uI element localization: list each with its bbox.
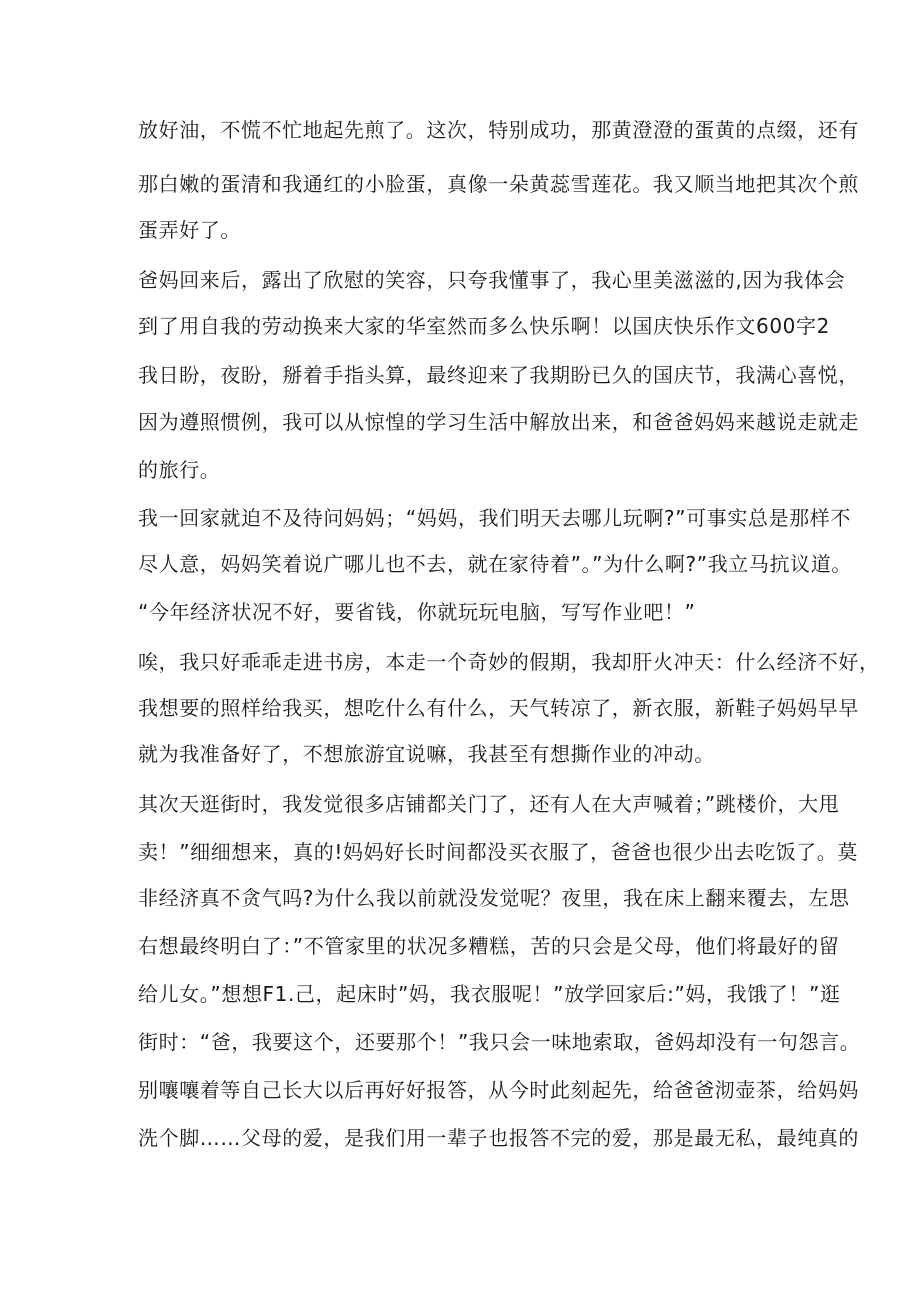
text-line: 放好油，不慌不忙地起先煎了。这次，特别成功，那黄澄澄的蛋黄的点缀，还有: [138, 118, 859, 142]
text-line: 因为遵照惯例，我可以从惊惶的学习生活中解放出来，和爸爸妈妈来越说走就走: [138, 410, 859, 434]
text-line: 街时：“爸，我要这个，还要那个！”我只会一味地索取，爸妈却没有一句怨言。: [138, 1030, 861, 1054]
text-line: 我想要的照样给我买，想吃什么有什么，天气转凉了，新衣服，新鞋子妈妈早早: [138, 696, 859, 720]
text-line: 唉，我只好乖乖走进书房，本走一个奇妙的假期，我却肝火冲天：什么经济不好，: [138, 650, 880, 674]
text-line: 蛋弄好了。: [138, 218, 241, 242]
text-line: “今年经济状况不好，要省钱，你就玩玩电脑，写写作业吧！”: [138, 600, 696, 624]
text-line: 就为我准备好了，不想旅游宜说嘛，我甚至有想撕作业的冲动。: [138, 742, 715, 766]
text-line: 我日盼，夜盼，掰着手指头算，最终迎来了我期盼已久的国庆节，我满心喜悦，: [138, 363, 859, 387]
text-line: 卖！”细细想来，真的!妈妈好长时间都没买衣服了，爸爸也很少出去吃饭了。莫: [138, 840, 858, 864]
text-line: 别嚷嚷着等自己长大以后再好好报答，从今时此刻起先，给爸爸沏壶茶，给妈妈: [138, 1078, 859, 1102]
text-line: 爸妈回来后，露出了欣慰的笑容，只夸我懂事了，我心里美滋滋的,因为我体会: [138, 268, 846, 292]
text-line: 到了用自我的劳动换来大家的华室然而多么快乐啊！以国庆快乐作文600字2: [138, 314, 830, 338]
text-line: 给儿女。”想想F1.己，起床时”妈，我衣服呢！”放学回家后:”妈，我饿了！”逛: [138, 982, 841, 1006]
text-line: 非经济真不贪气吗?为什么我以前就没发觉呢？夜里，我在床上翻来覆去，左思: [138, 886, 850, 910]
text-line: 其次天逛街时，我发觉很多店铺都关门了，还有人在大声喊着；”跳楼价，大甩: [138, 792, 840, 816]
text-line: 右想最终明白了：”不管家里的状况多糟糕，苦的只会是父母，他们将最好的留: [138, 934, 840, 958]
text-line: 的旅行。: [138, 458, 221, 482]
text-line: 那白嫩的蛋清和我通红的小脸蛋，真像一朵黄蕊雪莲花。我又顺当地把其次个煎: [138, 172, 859, 196]
text-line: 洗个脚……父母的爱，是我们用一辈子也报答不完的爱，那是最无私，最纯真的: [138, 1126, 859, 1150]
text-line: 我一回家就迫不及待问妈妈；“妈妈，我们明天去哪儿玩啊?”可事实总是那样不: [138, 506, 851, 530]
text-line: 尽人意，妈妈笑着说广哪儿也不去，就在家待着”。”为什么啊?”我立马抗议道。: [138, 552, 852, 576]
